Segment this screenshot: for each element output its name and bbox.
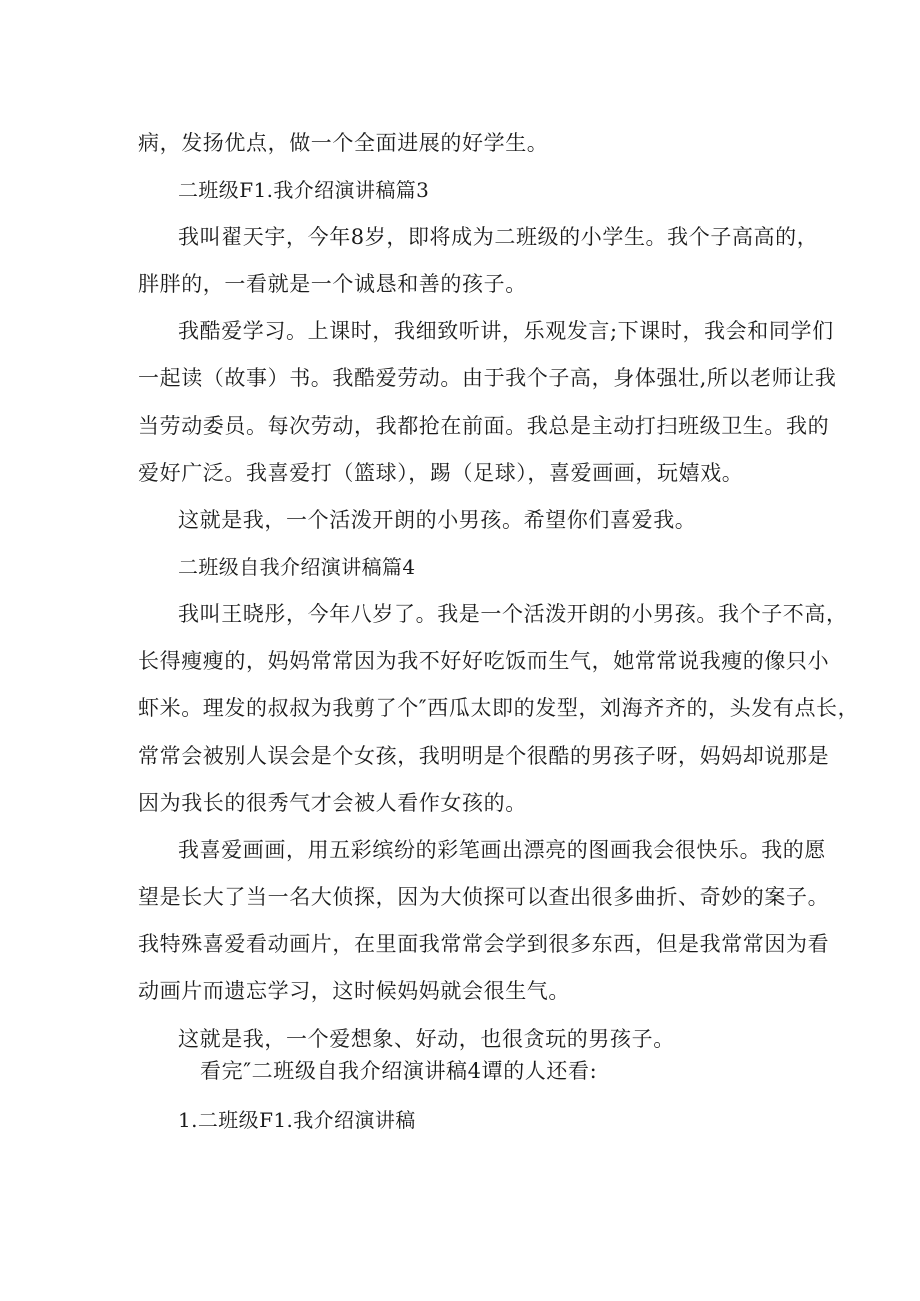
text-line: 虾米。理发的叔叔为我剪了个″西瓜太即的发型，刘海齐齐的，头发有点长， <box>138 696 860 720</box>
text-line: 病，发扬优点，做一个全面进展的好学生。 <box>138 131 549 155</box>
text-line: 一起读（故事）书。我酷爱劳动。由于我个子高，身体强壮,所以老师让我 <box>138 366 837 390</box>
related-reading-label: 看完″二班级自我介绍演讲稿4谭的人还看: <box>200 1059 598 1083</box>
text-line: 我特殊喜爱看动画片，在里面我常常会学到很多东西，但是我常常因为看 <box>138 932 830 956</box>
text-line: 因为我长的很秀气才会被人看作女孩的。 <box>138 791 527 815</box>
text-line: 动画片而遗忘学习，这时候妈妈就会很生气。 <box>138 979 570 1003</box>
text-line: 我喜爱画画，用五彩缤纷的彩笔画出漂亮的图画我会很快乐。我的愿 <box>178 838 826 862</box>
text-line: 胖胖的，一看就是一个诚恳和善的孩子。 <box>138 272 527 296</box>
text-line: 这就是我，一个爱想象、好动，也很贪玩的男孩子。 <box>178 1027 675 1051</box>
text-line: 这就是我，一个活泼开朗的小男孩。希望你们喜爱我。 <box>178 508 697 532</box>
text-line: 爱好广泛。我喜爱打（篮球），踢（足球），喜爱画画，玩嬉戏。 <box>138 461 744 485</box>
text-line: 长得瘦瘦的，妈妈常常因为我不好好吃饭而生气，她常常说我瘦的像只小 <box>138 649 830 673</box>
text-line: 我酷爱学习。上课时，我细致听讲，乐观发言;下课时，我会和同学们 <box>178 319 834 343</box>
text-line: 常常会被别人误会是个女孩，我明明是个很酷的男孩子呀，妈妈却说那是 <box>138 744 830 768</box>
text-line: 当劳动委员。每次劳动，我都抢在前面。我总是主动打扫班级卫生。我的 <box>138 414 830 438</box>
text-line: 我叫王晓彤，今年八岁了。我是一个活泼开朗的小男孩。我个子不高， <box>178 602 848 626</box>
text-line: 我叫翟天宇，今年8岁，即将成为二班级的小学生。我个子高高的， <box>178 225 819 249</box>
section-heading: 二班级自我介绍演讲稿篇4 <box>178 555 416 579</box>
related-article-link[interactable]: 1.二班级F1.我介绍演讲稿 <box>178 1108 416 1132</box>
section-heading: 二班级F1.我介绍演讲稿篇3 <box>178 178 430 202</box>
text-line: 望是长大了当一名大侦探，因为大侦探可以查出很多曲折、奇妙的案子。 <box>138 885 830 909</box>
